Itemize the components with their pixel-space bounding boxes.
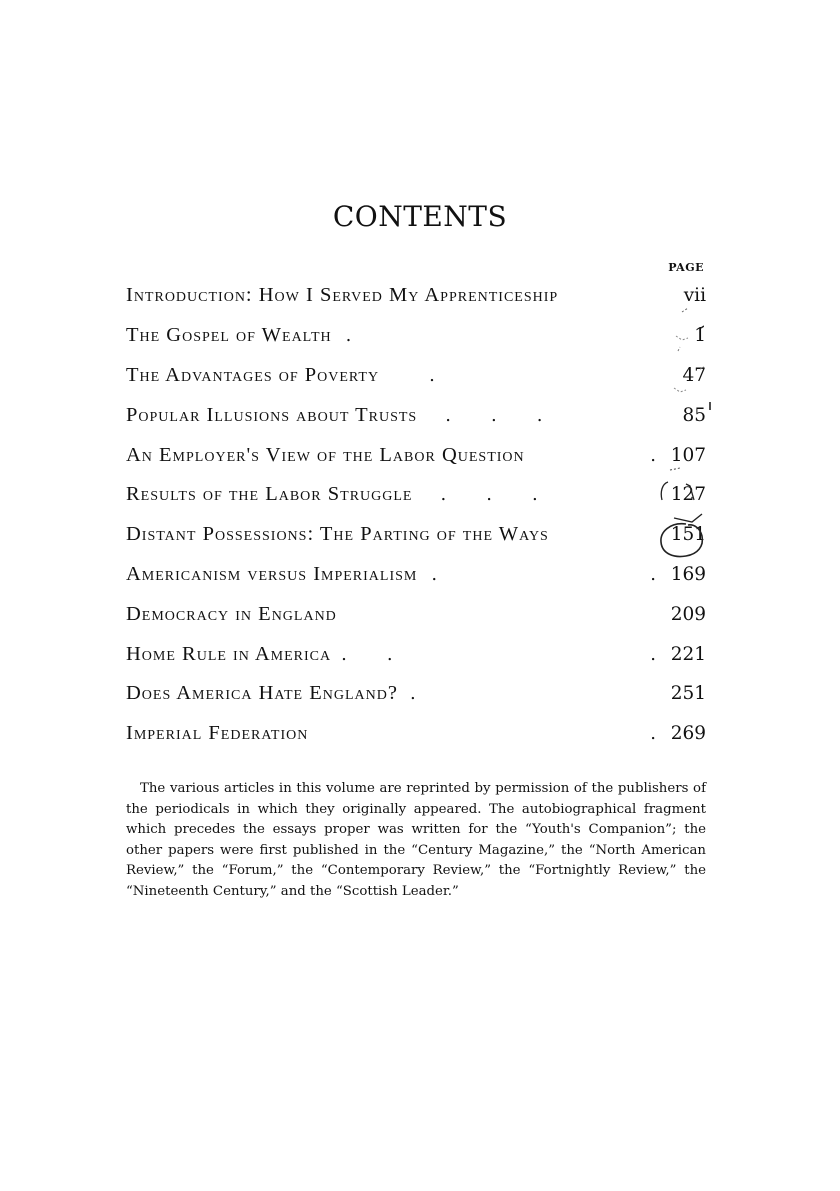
- toc-entry-leader: .: [429, 364, 435, 386]
- toc-entry[interactable]: [126, 475, 706, 515]
- toc-entry-page: 1: [694, 325, 706, 347]
- toc-entry-page: 209: [670, 603, 706, 625]
- toc-entry-title: Americanism versus Imperialism: [126, 562, 418, 585]
- toc-entry-page: vii: [683, 285, 706, 307]
- toc-entry-page: 85: [682, 404, 706, 426]
- toc-entry-leader: . . .: [445, 404, 543, 426]
- toc-entry[interactable]: [126, 395, 706, 435]
- table-of-contents: [126, 276, 706, 754]
- toc-entry-title: Introduction: How I Served My Apprenticeship: [126, 284, 559, 307]
- toc-entry-leader: .: [345, 325, 352, 347]
- toc-entry-title: Democracy in England: [126, 602, 337, 625]
- toc-entry[interactable]: [126, 634, 706, 674]
- toc-entry[interactable]: [126, 515, 706, 555]
- toc-entry-leader: .: [650, 444, 656, 466]
- toc-entry[interactable]: [126, 555, 706, 595]
- toc-entry-leader: .: [431, 563, 438, 585]
- toc-entry-title: Imperial Federation: [126, 722, 309, 745]
- toc-entry[interactable]: [126, 356, 706, 396]
- toc-entry[interactable]: [126, 276, 706, 316]
- page-title: CONTENTS: [332, 200, 508, 233]
- toc-entry-title: The Gospel of Wealth: [126, 324, 332, 347]
- toc-entry[interactable]: [126, 316, 706, 356]
- toc-entry[interactable]: [126, 435, 706, 475]
- toc-entry-title: Distant Possessions: The Parting of the Ways: [126, 523, 549, 546]
- publication-note: The various articles in this volume are reprinted by permission of the publishers of the periodicals in which they originally appeared. The autobiographical fragment which precedes the essays proper was written for the “Youth's Companion”; the other papers were first published in the “Century Magazine,” the “North American Review,” the “Forum,” the “Contemporary Review,” the “Fortnightly Review,” the “Nineteenth Century,” and the “Scottish Leader.”: [126, 781, 706, 899]
- page-column-label: PAGE: [668, 261, 704, 274]
- toc-entry-leader: .: [650, 723, 656, 745]
- toc-entry-leader: . .: [341, 643, 393, 665]
- toc-entry-leader: .: [409, 683, 416, 705]
- toc-entry-page: 47: [682, 364, 706, 386]
- toc-entry-title: An Employer's View of the Labor Question: [126, 443, 525, 466]
- toc-entry[interactable]: [126, 594, 706, 634]
- toc-entry-leader: .: [650, 563, 656, 585]
- toc-entry[interactable]: [126, 674, 706, 714]
- toc-entry-page: 107: [670, 444, 706, 466]
- toc-entry-page: 251: [670, 683, 706, 705]
- toc-entry-leader: .: [650, 643, 656, 665]
- toc-entry-page: 127: [670, 484, 706, 506]
- toc-entry-title: Results of the Labor Struggle: [126, 483, 413, 506]
- toc-entry-leader: . . .: [440, 484, 538, 506]
- toc-entry-page: 169: [670, 563, 706, 585]
- toc-entry-page: 269: [670, 723, 706, 745]
- toc-entry-title: Home Rule in America: [126, 642, 332, 665]
- toc-entry-title: Popular Illusions about Trusts: [126, 403, 418, 426]
- toc-entry-page: 221: [670, 643, 706, 665]
- toc-entry-page: 151: [670, 524, 706, 546]
- toc-entry[interactable]: [126, 714, 706, 754]
- toc-entry-title: Does America Hate England?: [126, 682, 398, 705]
- toc-entry-title: The Advantages of Poverty: [126, 363, 380, 386]
